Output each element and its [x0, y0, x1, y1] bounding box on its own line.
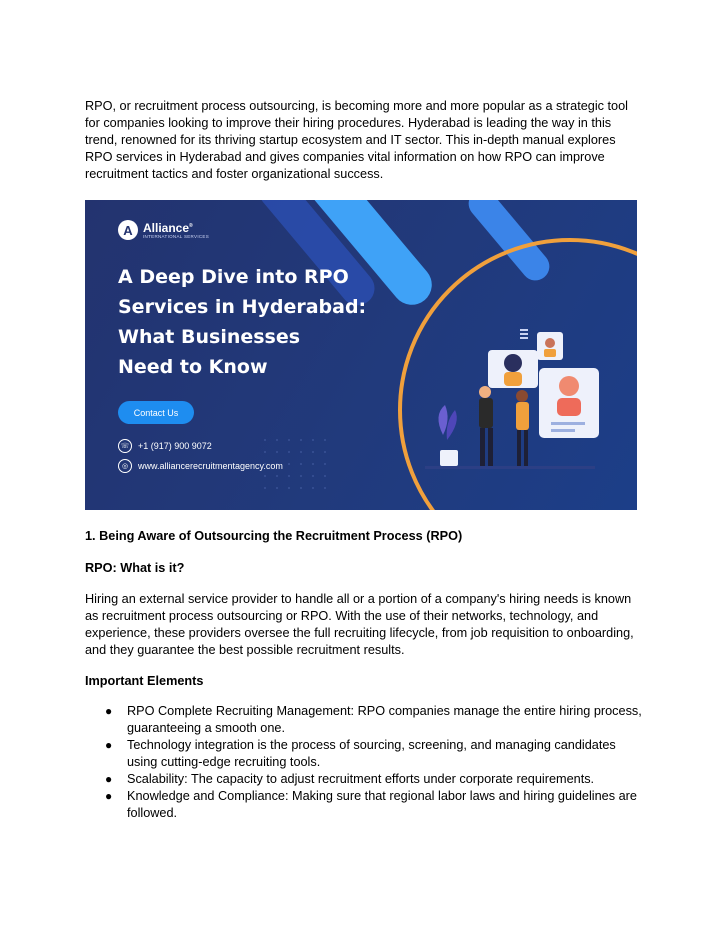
logo-name: Alliance: [143, 221, 190, 235]
logo-registered-mark: ®: [189, 223, 193, 229]
list-item-text: RPO Complete Recruiting Management: RPO companies manage the entire hiring process, guaranteeing a smooth one.: [127, 704, 642, 735]
candidate-card-small: [537, 332, 563, 360]
bullet-icon: ●: [105, 772, 113, 786]
banner-title: [118, 262, 418, 382]
bullet-icon: ●: [105, 789, 113, 803]
intro-paragraph: RPO, or recruitment process outsourcing, is becoming more and more popular as a strategic tool for companies looking to improve their hiring procedures. Hyderabad is leading the way in this trend, renowned for its thriving startup ecosystem and IT sector. This in-depth manual explores RPO services in Hyderabad and gives companies vital information on how RPO can improve recruitment tactics and foster organizational success.: [85, 99, 628, 181]
banner-title-line: What Businesses: [118, 326, 301, 348]
list-item-text: Technology integration is the process of sourcing, screening, and managing candidates using cutting-edge recruiting tools.: [127, 738, 616, 769]
phone-number: +1 (917) 900 9072: [138, 441, 212, 451]
candidate-card-female: [488, 350, 538, 388]
list-item: [85, 788, 645, 822]
businesswoman-figure: [516, 390, 529, 466]
list-item-text: Knowledge and Compliance: Making sure that regional labor laws and hiring guidelines are followed.: [127, 789, 637, 820]
subheading-what-is-rpo: RPO: What is it?: [85, 561, 185, 575]
banner-title-line: A Deep Dive into RPO: [118, 266, 349, 288]
banner-title-line: Need to Know: [118, 356, 268, 378]
globe-icon: ◎: [118, 459, 132, 473]
plant-illustration: [438, 405, 458, 466]
floor-line: [425, 466, 595, 469]
bullet-icon: ●: [105, 704, 113, 718]
banner-title-line: Services in Hyderabad:: [118, 296, 367, 318]
bullet-icon: ●: [105, 738, 113, 752]
rpo-definition-paragraph: Hiring an external service provider to handle all or a portion of a company's hiring needs is known as recruitment process outsourcing or RPO. With the use of their networks, technology, and experience, these providers oversee the full recruiting lifecycle, from job requisition to onboarding, and they guarantee the best possible recruitment results.: [85, 592, 634, 657]
website-contact: [118, 459, 283, 473]
logo-icon: A: [118, 220, 138, 240]
phone-contact: [118, 439, 212, 453]
list-item: [85, 771, 645, 788]
businessman-figure: [479, 386, 493, 466]
hero-banner-image: [85, 200, 637, 510]
list-item: [85, 737, 645, 771]
contact-us-button[interactable]: Contact Us: [118, 401, 194, 424]
website-link[interactable]: www.alliancerecruitmentagency.com: [138, 461, 283, 471]
brand-logo: [118, 220, 209, 240]
candidate-card-male: [539, 368, 599, 438]
important-elements-list: [85, 703, 645, 822]
list-icon: [520, 329, 528, 339]
section-heading: 1. Being Aware of Outsourcing the Recruitment Process (RPO): [85, 529, 463, 543]
list-item: [85, 703, 645, 737]
phone-icon: ☏: [118, 439, 132, 453]
subheading-important-elements: Important Elements: [85, 674, 204, 688]
list-item-text: Scalability: The capacity to adjust recruitment efforts under corporate requirements.: [127, 772, 595, 786]
logo-subtitle: INTERNATIONAL SERVICES: [143, 234, 210, 239]
